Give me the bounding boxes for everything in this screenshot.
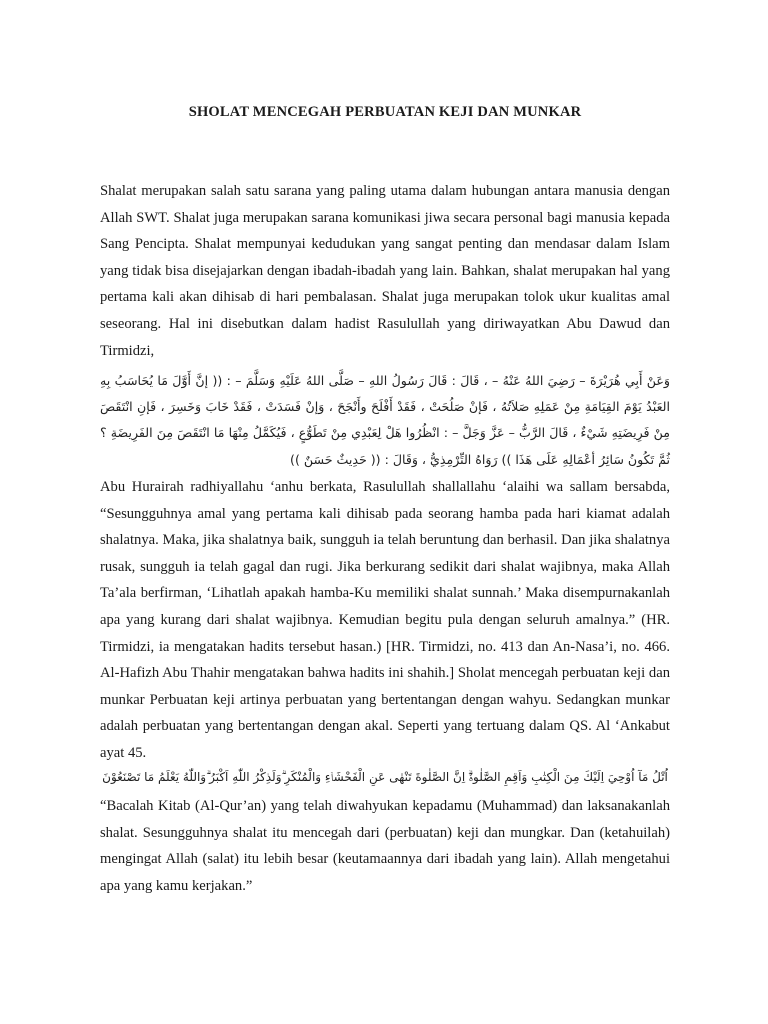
document-title: SHOLAT MENCEGAH PERBUATAN KEJI DAN MUNKAR xyxy=(188,104,582,120)
arabic-quran-verse: اُتْلُ مَآ اُوْحِيَ اِلَيْكَ مِنَ الْكِتٰبِ وَاَقِمِ الصَّلٰوةَۗ اِنَّ الصَّلٰوةَ تَنْهٰى عَنِ الْفَحْشَاۤءِ وَالْمُنْكَرِ ۗوَلَذِكْرُ اللّٰهِ اَكْبَرُ ۗوَاللّٰهُ يَعْلَمُ مَا تَصْنَعُوْنَ xyxy=(102,770,668,784)
intro-paragraph: Shalat merupakan salah satu sarana yang paling utama dalam hubungan antara manusia dengan Allah SWT. Shalat juga merupakan sarana komunikasi jiwa secara personal bagi manusia kepada Sang Pencipta. Shalat mempunyai kedudukan yang sangat penting dan mendasar dalam Islam yang tidak bisa disejajarkan dengan ibadah-ibadah yang lain. Bahkan, shalat merupakan hal yang pertama kali akan dihisab di hari pembalasan. Shalat juga merupakan tolok ukur kualitas amal seseorang. Hal ini disebutkan dalam hadist Rasulullah yang diriwayatkan Abu Dawud dan Tirmidzi, xyxy=(100,183,670,359)
quran-translation-paragraph: “Bacalah Kitab (Al-Qur’an) yang telah diwahyukan kepadamu (Muhammad) dan laksanakanlah shalat. Sesungguhnya shalat itu mencegah dari (perbuatan) keji dan mungkar. Dan (ketahuilah) mengingat Allah (salat) itu lebih besar (keutamaannya dari ibadah yang lain). Allah mengetahui apa yang kamu kerjakan.” xyxy=(100,798,670,894)
hadith-translation-paragraph: Abu Hurairah radhiyallahu ‘anhu berkata, Rasulullah shallallahu ‘alaihi wa sallam bersabda, “Sesungguhnya amal yang pertama kali dihisab pada seorang hamba pada hari kiamat adalah shalatnya. Maka, jika shalatnya baik, sungguh ia telah beruntung dan berhasil. Dan jika shalatnya rusak, sungguh ia telah gagal dan rugi. Jika berkurang sedikit dari shalat wajibnya, maka Allah Ta’ala berfirman, ‘Lihatlah apakah hamba-Ku memiliki shalat sunnah.’ Maka disempurnakanlah apa yang kurang dari shalat wajibnya. Kemudian begitu pula dengan seluruh amalnya.” (HR. Tirmidzi, ia mengatakan hadits tersebut hasan.) [HR. Tirmidzi, no. 413 dan An-Nasa’i, no. 466. Al-Hafizh Abu Thahir mengatakan bahwa hadits ini shahih.] Sholat mencegah perbuatan keji dan munkar Perbuatan keji artinya perbuatan yang bertentangan dengan wahyu. Sedangkan munkar adalah perbuatan yang bertentangan dengan akal. Seperti yang tertuang dalam QS. Al ‘Ankabut ayat 45. xyxy=(100,479,670,761)
arabic-hadith-text: وَعَنْ أَبِي هُرَيْرَةَ – رَضِيَ اللهُ عَنْهُ – ، قَالَ : قَالَ رَسُولُ اللهِ – صَلَّى اللهُ عَلَيْهِ وَسَلَّمَ – : (( إنَّ أَوَّلَ مَا يُحَاسَبُ بِهِ العَبْدُ يَوْمَ القِيَامَةِ مِنْ عَمَلِهِ صَلاَتُهُ ، فَإنْ صَلُحَتْ ، فَقَدْ أَفْلَحَ وأَنْجَحَ ، وَإنْ فَسَدَتْ ، فَقَدْ خَابَ وَخَسِرَ ، فَإنِ انْتَقَصَ مِنْ فَرِيضَتِهِ شَيْءٌ ، قَالَ الرَّبُّ – عَزَّ وَجَلَّ – : انْظُرُوا هَلْ لِعَبْدِي مِنْ تَطَوُّعٍ ، فَيُكَمَّلُ مِنْهَا مَا انْتَقَصَ مِنَ الفَرِيضَةِ ؟ ثُمَّ تَكُونُ سَائِرُ أعْمَالِهِ عَلَى هَذَا )) رَوَاهُ التِّرْمِذِيُّ ، وَقَالَ : (( حَدِيثٌ حَسَنٌ )) xyxy=(100,373,670,467)
